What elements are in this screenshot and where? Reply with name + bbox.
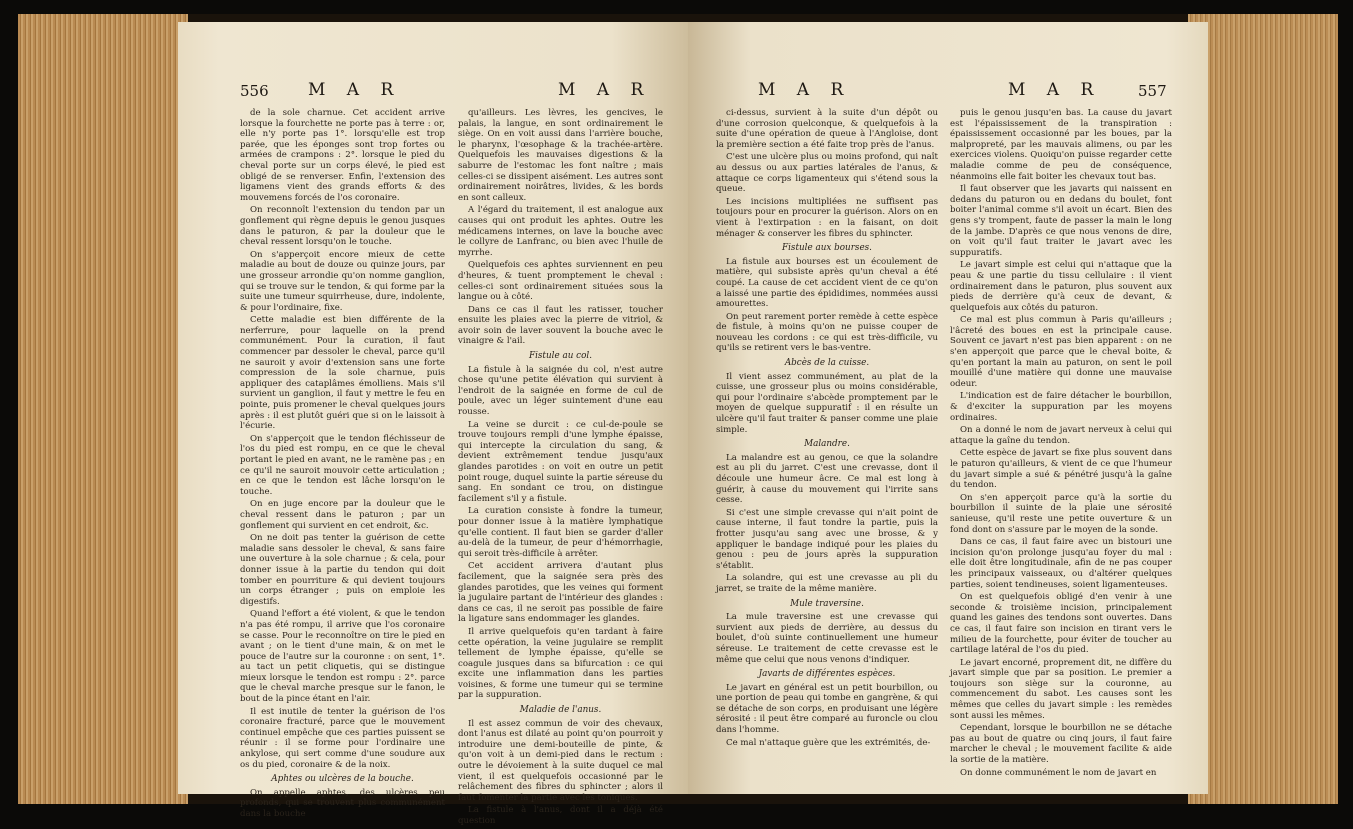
section-heading: Javarts de différentes espèces. [758, 669, 896, 680]
paragraph: La fistule aux bourses est un écoulement de matière, qui subsiste après qu'un cheval a été coupé. La cause de cet accident vient de ce qu'on a laissé une partie des épididimes, nommées aussi amourettes. [716, 256, 938, 310]
paragraph: On ne doit pas tenter la guérison de cette maladie sans dessoler le cheval, & sans faire une ouverture à la sole charnue ; & cela, pour donner issue à la partie du tendon qui doit tomber en pourriture & qui devient toujours un corps étranger ; puis on emploie les digestifs. [240, 533, 445, 607]
paragraph: La curation consiste à fondre la tumeur, pour donner issue à la matière lymphatique qu'elle contient. Il faut bien se garder d'aller au-delà de la tumeur, de peur d'hémorrhagie, qui seroit très-difficile à arrêter. [458, 506, 663, 559]
paragraph: On reconnoît l'extension du tendon par un gonflement qui règne depuis le genou jusques dans le paturon, & par la douleur que le cheval ressent lorsqu'on le touche. [240, 205, 445, 248]
running-head-right: M A R [558, 80, 652, 100]
section-heading: Abcès de la cuisse. [784, 358, 870, 369]
paragraph: Si c'est une simple crevasse qui n'ait point de cause interne, il faut tondre la partie, puis la frotter jusqu'au sang avec une brosse, & y appliquer le bandage indiqué pour les plaies du genou : peu de jours après la suppuration s'établit. [716, 507, 938, 571]
paragraph: On s'en apperçoit parce qu'à la sortie du bourbillon il suinte de la plaie une sérosité sanieuse, qu'il reste une petite ouverture & un fond dont on s'assure par le moyen de la sonde. [950, 492, 1172, 535]
paragraph: puis le genou jusqu'en bas. La cause du javart est l'épaississement de la transpiration : épaississement occasionné par les boues, par la malpropreté, par les mauvais alimens, ou par les exercices violens. Quoiqu'on puisse regarder cette maladie comme de peu de conséquence, néanmoins elle fait boiter les chevaux tout bas. [950, 108, 1172, 182]
text-column-2 [458, 108, 663, 829]
paragraph: Le javart simple est celui qui n'attaque que la peau & une partie du tissu cellulaire : il vient ordinairement dans le paturon, plus souvent aux pieds de derrière qu'à ceux de devant, & quelquefois aux côtés du paturon. [950, 260, 1172, 313]
paragraph: On donne communément le nom de javart en [960, 767, 1157, 778]
paragraph: Dans ce cas, il faut faire avec un bistouri une incision qu'on prolonge jusqu'au foyer du mal : elle doit être longitudinale, afin de ne pas couper les principaux vaisseaux, ou d'altérer quelques parties, soient tendineuses, soient ligamenteuses. [950, 537, 1172, 590]
paragraph: Cependant, lorsque le bourbillon ne se détache pas au bout de quatre ou cinq jours, il faut faire marcher le cheval ; le mouvement facilite & aide la sortie de la matière. [950, 723, 1172, 766]
running-head-right: M A R [1008, 80, 1102, 100]
paragraph: La solandre, qui est une crevasse au pli du jarret, se traite de la même manière. [716, 573, 938, 594]
paragraph: Ce mal est plus commun à Paris qu'ailleurs ; l'âcreté des boues en est la principale cause. Souvent ce javart n'est pas bien apparent : on ne s'en apperçoit que parce que le cheval boite, & qu'en portant la main au paturon, on sent le poil mouillé d'une matière qui donne une mauvaise odeur. [950, 315, 1172, 389]
right-page [688, 22, 1208, 794]
paragraph: On s'apperçoit que le tendon fléchisseur de l'os du pied est rompu, en ce que le cheval portant le pied en avant, ne le ramène pas ; en ce qu'il ne sauroit mouvoir cette articulation ; en ce que le tendon est lâche lorsqu'on le touche. [240, 433, 445, 497]
section-heading: Maladie de l'anus. [519, 705, 602, 716]
paragraph: Cette espèce de javart se fixe plus souvent dans le paturon qu'ailleurs, & vient de ce que l'humeur du javart simple a sué & pénétré jusqu'à la gaîne du tendon. [950, 448, 1172, 491]
paragraph: Il arrive quelquefois qu'en tardant à faire cette opération, la veine jugulaire se remplit tellement de lymphe épaisse, qu'elle se coagule jusques dans sa bifurcation : ce qui excite une inflammation dans les parties voisines, & forme une tumeur qui se termine par la suppuration. [458, 626, 663, 701]
left-page [178, 22, 688, 826]
paragraph: On est quelquefois obligé d'en venir à une seconde & troisième incision, principalement quand les gaines des tendons sont ouvertes. Dans ce cas, il faut faire son incision en tirant vers le milieu de la fourchette, pour éviter de toucher au cartilage latéral de l'os du pied. [950, 592, 1172, 656]
page-edges-right [1188, 14, 1338, 804]
paragraph: La fistule à l'anus, dont il a déjà été question [458, 805, 663, 826]
text-column-1 [716, 108, 938, 750]
paragraph: Le javart encorné, proprement dit, ne diffère du javart simple que par sa position. Le premier a toujours son siège sur la couronne, au commencement du sabot. Les causes sont les mêmes que celles du javart simple : les remèdes sont aussi les mêmes. [950, 657, 1172, 721]
page-edges-left [18, 14, 188, 804]
paragraph: Ce mal n'attaque guère que les extrémités, de- [726, 737, 931, 748]
paragraph: Quelquefois ces aphtes surviennent en peu d'heures, & tuent promptement le cheval : celles-ci sont ordinairement situées sous la langue ou à côté. [458, 260, 663, 303]
paragraph: Il faut observer que les javarts qui naissent en dedans du paturon ou en dedans du boulet, font boiter l'animal comme s'il avoit un écart. Bien des gens s'y trompent, faute de passer la main le long de la jambe. D'après ce que nous venons de dire, on voit qu'il faut traiter le javart avec les suppuratifs. [950, 184, 1172, 258]
section-heading: Malandre. [804, 439, 850, 450]
paragraph: On en juge encore par la douleur que le cheval ressent dans le paturon ; par un gonflement qui survient en cet endroit, &c. [240, 499, 445, 531]
paragraph: On peut rarement porter remède à cette espèce de fistule, à moins qu'on ne puisse couper de nouveau les cordons : ce qui est très-difficile, vu qu'ils se retirent vers le bas-ventre. [716, 311, 938, 354]
paragraph: C'est une ulcère plus ou moins profond, qui naît au dessus ou aux parties latérales de l'anus, & attaque ce corps ligamenteux qui s'étend sous la queue. [716, 152, 938, 195]
paragraph: Cette maladie est bien différente de la nerferrure, pour laquelle on la prend communément. Pour la curation, il faut commencer par dessoler le cheval, parce qu'il ne sauroit y avoir d'extension sans une forte compression de la sole charnue, puis appliquer des cataplâmes émolliens. Mais s'il survient un ganglion, il faut y mettre le feu en pointe, puis promener le cheval quelques jours après : il est plutôt guéri que si on le laissoit à l'écurie. [240, 315, 445, 432]
paragraph: Il est inutile de tenter la guérison de l'os coronaire fracturé, parce que le mouvement continuel empêche que ces parties puissent se réunir : il se forme pour l'ordinaire une ankylose, qui sert comme d'une soudure aux os du pied, coronaire & de la noix. [240, 706, 445, 770]
paragraph: La malandre est au genou, ce que la solandre est au pli du jarret. C'est une crevasse, dont il découle une humeur âcre. Ce mal est long à guérir, à cause du mouvement qui l'irrite sans cesse. [716, 452, 938, 506]
paragraph: On a donné le nom de javart nerveux à celui qui attaque la gaîne du tendon. [950, 425, 1172, 446]
page-number: 556 [240, 82, 269, 100]
paragraph: La veine se durcit : ce cul-de-poule se trouve toujours rempli d'une lymphe épaisse, qui intercepte la circulation du sang, & devient extrêmement tendue jusqu'aux glandes parotides : on voit en outre un petit point rouge, duquel suinte la partie séreuse du sang. En sondant ce trou, on distingue facilement s'il y a fistule. [458, 419, 663, 504]
paragraph: On appelle aphtes, des ulcères peu profonds, qui se trouvent plus communément dans la bouche [240, 787, 445, 819]
paragraph: La fistule à la saignée du col, n'est autre chose qu'une petite élévation qui survient à l'endroit de la saignée en forme de cul de poule, avec un léger suintement d'une eau rousse. [458, 364, 663, 418]
page-number: 557 [1138, 82, 1167, 100]
paragraph: Les incisions multipliées ne suffisent pas toujours pour en procurer la guérison. Alors on en vient à l'extirpation : en la faisant, on doit ménager & conserver les fibres du sphincter. [716, 196, 938, 239]
section-heading: Mule traversine. [790, 598, 864, 609]
paragraph: Quand l'effort a été violent, & que le tendon n'a pas été rompu, il arrive que l'os coronaire se casse. Pour le reconnoître on tire le pied en avant ; on le tient d'une main, & on met le pouce de l'autre sur la couronne : on sent, 1°. au tact un petit cliquetis, qui se distingue mieux lorsque le tendon est rompu : 2°. parce que le cheval marche presque sur le fanon, le bout de la pince étant en l'air. [240, 609, 445, 705]
paragraph: On s'apperçoit encore mieux de cette maladie au bout de douze ou quinze jours, par une grosseur arrondie qu'on nomme ganglion, qui se trouve sur le tendon, & qui forme par la suite une tumeur squirrheuse, dure, indolente, & pour l'ordinaire, fixe. [240, 249, 445, 313]
text-column-1 [240, 108, 445, 822]
section-heading: Fistule au col. [529, 351, 592, 362]
running-head-left: M A R [758, 80, 852, 100]
running-head-left: M A R [308, 80, 402, 100]
paragraph: Le javart en général est un petit bourbillon, ou une portion de peau qui tombe en gangrène, & qui se détache de son corps, en produisant une légère sérosité : il peut être comparé au furoncle ou clou dans l'homme. [716, 682, 938, 736]
paragraph: de la sole charnue. Cet accident arrive lorsque la fourchette ne porte pas à terre : or, elle n'y porte pas 1°. lorsqu'elle est trop parée, que les éponges sont trop fortes ou armées de crampons : 2°. lorsque le pied du cheval porte sur un corps élevé, le pied est obligé de se renverser. Enfin, l'extension des ligamens vient des grands efforts & des mouvemens forcés de l'os coronaire. [240, 108, 445, 203]
section-heading: Fistule aux bourses. [782, 243, 872, 254]
paragraph: Il vient assez communément, au plat de la cuisse, une grosseur plus ou moins considérable, qui pour l'ordinaire s'abcède promptement par le moyen de quelque suppuratif : il en résulte un ulcère qu'il faut traiter & panser comme une plaie simple. [716, 371, 938, 435]
text-column-2 [950, 108, 1172, 780]
paragraph: Dans ce cas il faut les ratisser, toucher ensuite les plaies avec la pierre de vitriol, & avoir soin de laver souvent la bouche avec le vinaigre & l'ail. [458, 304, 663, 347]
paragraph: L'indication est de faire détacher le bourbillon, & d'exciter la suppuration par les moyens ordinaires. [950, 391, 1172, 423]
paragraph: qu'ailleurs. Les lèvres, les gencives, le palais, la langue, en sont ordinairement le siège. On en voit aussi dans l'arrière bouche, le pharynx, l'œsophage & la trachée-artère. Quelquefois les mauvaises digestions & la saburre de l'estomac les font naître ; mais celles-ci se dissipent aisément. Les autres sont ordinairement noirâtres, livides, & les bords en sont calleux. [458, 108, 663, 203]
section-heading: Aphtes ou ulcères de la bouche. [271, 774, 414, 785]
paragraph: Il est assez commun de voir des chevaux, dont l'anus est dilaté au point qu'on pourroit y introduire une demi-bouteille de pinte, & qu'on voit à un demi-pied dans le rectum : outre le dévoiement à la suite duquel ce mal vient, il est quelquefois occasionné par le relâchement des fibres du sphincter ; alors il faut fomenter la partie avec les toniques. [458, 718, 663, 803]
paragraph: Cet accident arrivera d'autant plus facilement, que la saignée sera près des glandes parotides, que les veines qui forment la jugulaire partant de l'intérieur des glandes : dans ce cas, il ne seroit pas possible de faire la ligature sans endommager les glandes. [458, 561, 663, 625]
paragraph: A l'égard du traitement, il est analogue aux causes qui ont produit les aphtes. Outre les médicamens internes, on lave la bouche avec le collyre de Lanfranc, ou bien avec l'huile de myrrhe. [458, 205, 663, 258]
open-book [18, 14, 1338, 826]
paragraph: ci-dessus, survient à la suite d'un dépôt ou d'une corrosion quelconque, & quelquefois à la suite d'une opération de queue à l'Angloise, dont la première section a été faite trop près de l'anus. [716, 108, 938, 150]
paragraph: La mule traversine est une crevasse qui survient aux pieds de derrière, au dessus du boulet, d'où suinte continuellement une humeur séreuse. Le traitement de cette crevasse est le même que celui que nous venons d'indiquer. [716, 612, 938, 665]
